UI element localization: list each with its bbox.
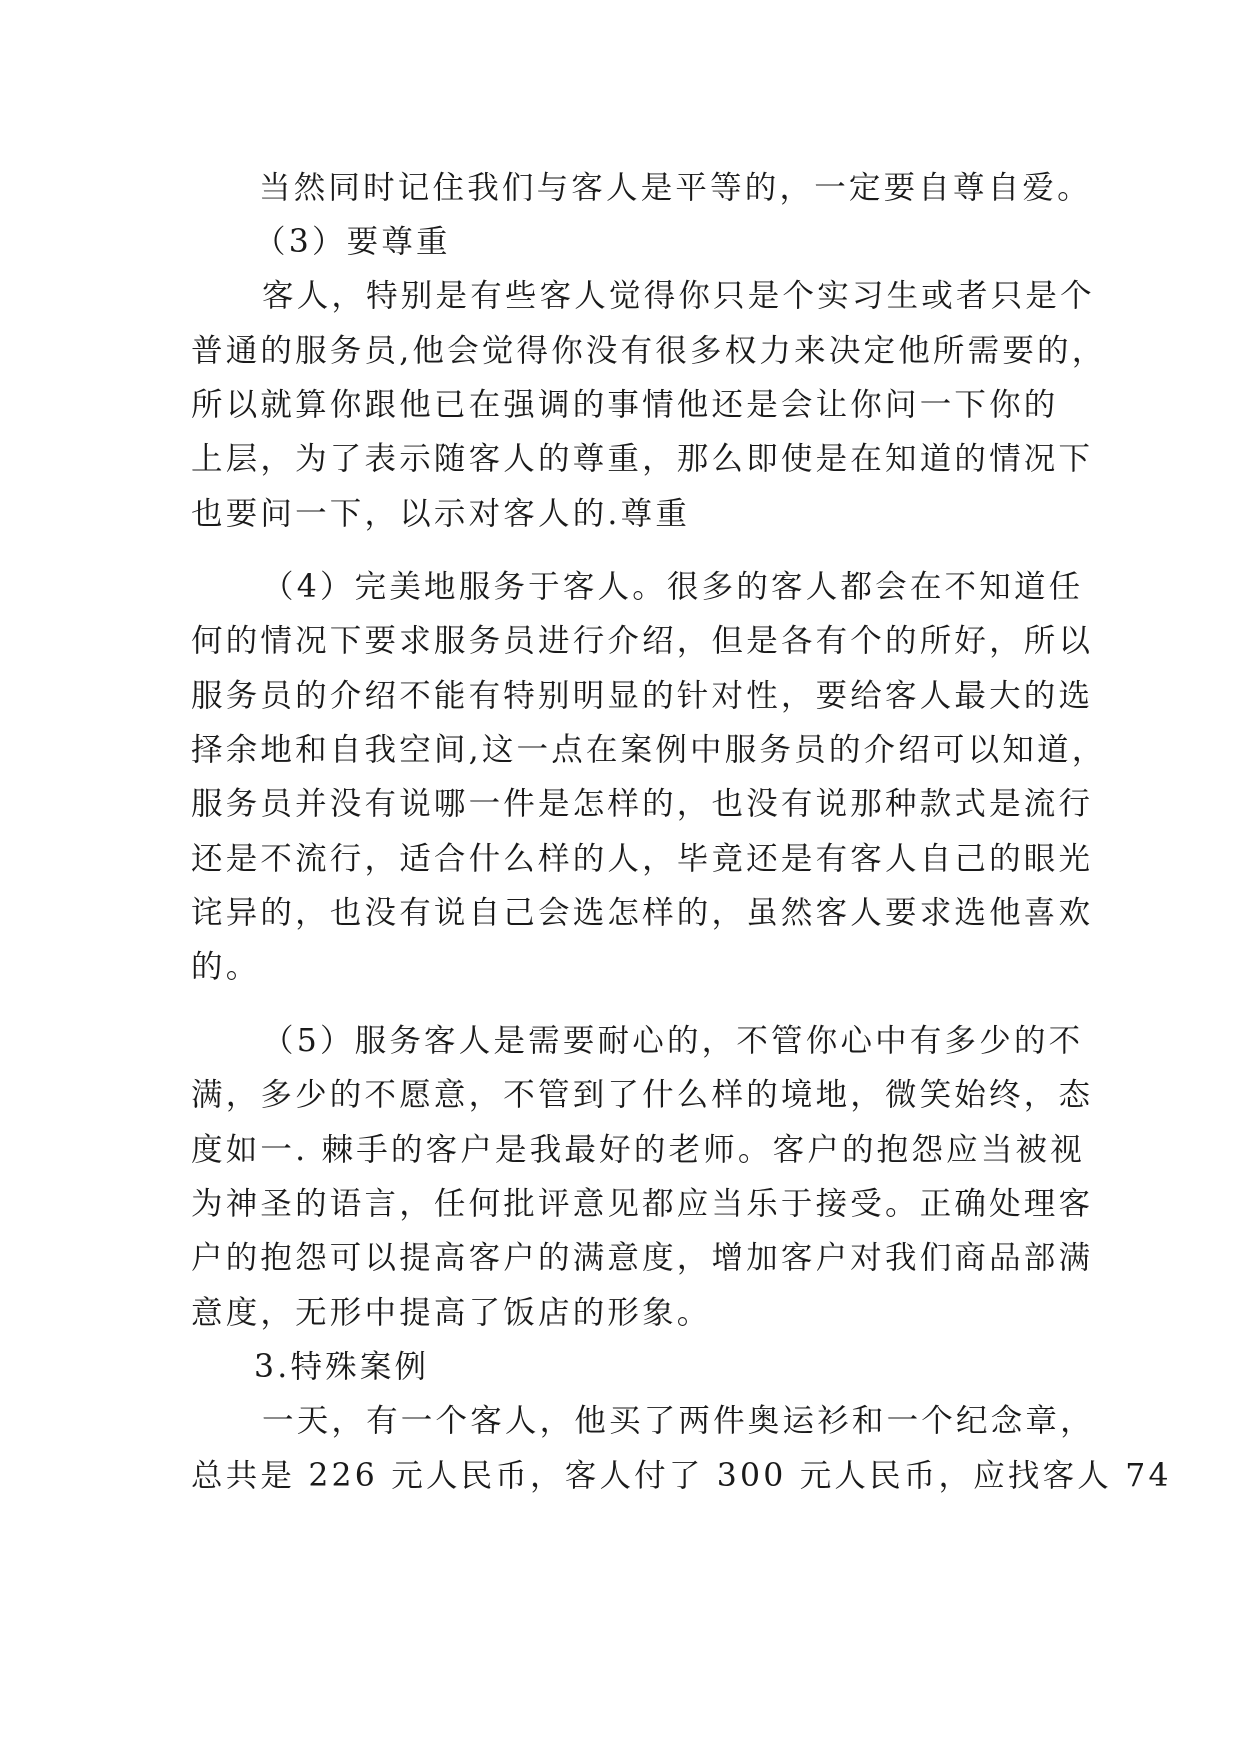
text-line: 为神圣的语言，任何批评意见都应当乐于接受。正确处理客	[191, 1186, 1094, 1222]
text-line: 择余地和自我空间,这一点在案例中服务员的介绍可以知道，	[191, 732, 1107, 768]
text-line: 的。	[191, 949, 261, 985]
text-line: 客人，特别是有些客人觉得你只是个实习生或者只是个	[262, 278, 1095, 314]
text-line: （4）完美地服务于客人。很多的客人都会在不知道任	[262, 569, 1084, 605]
text-line: （5）服务客人是需要耐心的，不管你心中有多少的不	[262, 1023, 1084, 1059]
text-line: 意度，无形中提高了饭店的形象。	[191, 1295, 712, 1331]
section-heading: 3.特殊案例	[254, 1349, 430, 1385]
text-line: 一天，有一个客人，他买了两件奥运衫和一个纪念章，	[262, 1403, 1095, 1439]
text-line: 户的抱怨可以提高客户的满意度，增加客户对我们商品部满	[191, 1240, 1094, 1276]
text-line: 所以就算你跟他已在强调的事情他还是会让你问一下你的	[191, 387, 1059, 423]
text-line: 满，多少的不愿意，不管到了什么样的境地，微笑始终，态	[191, 1077, 1094, 1113]
text-line: 服务员并没有说哪一件是怎样的，也没有说那种款式是流行	[191, 786, 1094, 822]
text-line: 上层，为了表示随客人的尊重，那么即使是在知道的情况下	[191, 441, 1094, 477]
text-line: 何的情况下要求服务员进行介绍，但是各有个的所好，所以	[191, 623, 1094, 659]
text-line: 普通的服务员,他会觉得你没有很多权力来决定他所需要的，	[191, 333, 1107, 369]
text-line: 当然同时记住我们与客人是平等的，一定要自尊自爱。	[259, 170, 1092, 206]
text-line: 诧异的，也没有说自己会选怎样的，虽然客人要求选他喜欢	[191, 895, 1094, 931]
text-line: 度如一. 棘手的客户是我最好的老师。客户的抱怨应当被视	[191, 1132, 1085, 1168]
text-line: 也要问一下，以示对客人的.尊重	[191, 496, 691, 532]
text-line: 还是不流行，适合什么样的人，毕竟还是有客人自己的眼光	[191, 841, 1094, 877]
section-heading: （3）要尊重	[254, 224, 451, 260]
text-line: 总共是 226 元人民币，客人付了 300 元人民币，应找客人 74	[191, 1458, 1172, 1494]
text-line: 服务员的介绍不能有特别明显的针对性，要给客人最大的选	[191, 678, 1094, 714]
